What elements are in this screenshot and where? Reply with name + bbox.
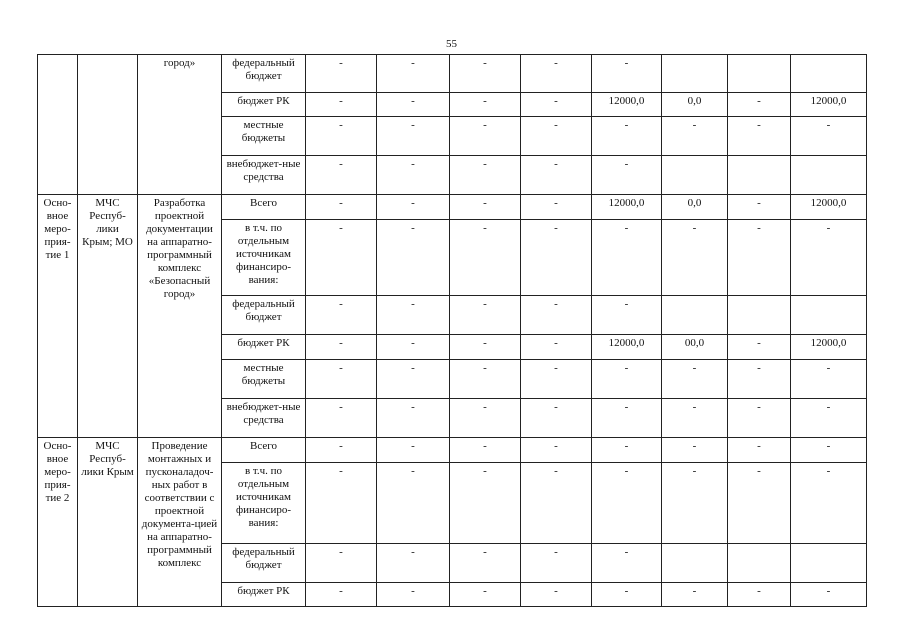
funding-source-cell: бюджет РК [222, 583, 306, 607]
value-cell: - [592, 463, 662, 544]
value-cell [662, 156, 728, 195]
value-cell: - [377, 117, 450, 156]
measure-number-cell [38, 55, 78, 195]
value-cell: - [377, 55, 450, 93]
funding-source-cell: внебюджет-ные средства [222, 156, 306, 195]
value-cell: 12000,0 [791, 93, 867, 117]
value-cell: - [377, 296, 450, 335]
value-cell: 0,0 [662, 195, 728, 220]
value-cell: - [728, 93, 791, 117]
value-cell: - [728, 399, 791, 438]
value-cell: - [791, 583, 867, 607]
measure-name-cell: Разработка проектной документации на аппаратно-программный комплекс «Безопасный город» [138, 195, 222, 438]
value-cell: - [450, 399, 521, 438]
value-cell [728, 156, 791, 195]
value-cell: - [791, 399, 867, 438]
value-cell [728, 55, 791, 93]
value-cell: - [728, 117, 791, 156]
value-cell [662, 296, 728, 335]
value-cell: - [791, 463, 867, 544]
table-row [38, 195, 867, 220]
value-cell: - [521, 360, 592, 399]
value-cell: - [728, 220, 791, 296]
value-cell: - [662, 360, 728, 399]
value-cell: - [662, 117, 728, 156]
value-cell: - [728, 360, 791, 399]
executor-cell: МЧС Респуб-лики Крым [78, 438, 138, 607]
value-cell: - [377, 195, 450, 220]
value-cell: - [592, 296, 662, 335]
value-cell: - [662, 399, 728, 438]
value-cell: - [306, 156, 377, 195]
value-cell: - [592, 360, 662, 399]
funding-source-cell: местные бюджеты [222, 360, 306, 399]
value-cell: - [521, 583, 592, 607]
value-cell: - [450, 55, 521, 93]
value-cell: - [728, 195, 791, 220]
value-cell: - [306, 544, 377, 583]
value-cell: - [377, 335, 450, 360]
value-cell: - [450, 117, 521, 156]
value-cell: - [728, 583, 791, 607]
value-cell [728, 296, 791, 335]
value-cell: - [450, 544, 521, 583]
value-cell: 12000,0 [592, 195, 662, 220]
value-cell: - [728, 335, 791, 360]
funding-source-cell: федеральный бюджет [222, 544, 306, 583]
value-cell: - [377, 583, 450, 607]
value-cell: - [306, 399, 377, 438]
value-cell: - [306, 583, 377, 607]
value-cell [791, 156, 867, 195]
funding-source-cell: в т.ч. по отдельным источникам финансиро-вания: [222, 463, 306, 544]
value-cell: - [306, 360, 377, 399]
value-cell: - [377, 93, 450, 117]
value-cell: - [450, 463, 521, 544]
funding-source-cell: бюджет РК [222, 93, 306, 117]
funding-table [37, 54, 867, 607]
value-cell: - [662, 438, 728, 463]
table-row [38, 55, 867, 93]
value-cell: - [306, 438, 377, 463]
value-cell: - [377, 360, 450, 399]
value-cell: - [450, 220, 521, 296]
value-cell: - [450, 156, 521, 195]
value-cell: - [521, 156, 592, 195]
value-cell [791, 544, 867, 583]
funding-source-cell: Всего [222, 438, 306, 463]
value-cell: - [791, 220, 867, 296]
value-cell: - [450, 335, 521, 360]
page-number: 55 [446, 38, 457, 50]
value-cell: 12000,0 [791, 195, 867, 220]
value-cell: - [521, 438, 592, 463]
value-cell: - [306, 93, 377, 117]
value-cell: - [377, 399, 450, 438]
funding-source-cell: федеральный бюджет [222, 55, 306, 93]
funding-source-cell: в т.ч. по отдельным источникам финансиро-вания: [222, 220, 306, 296]
value-cell: - [306, 335, 377, 360]
value-cell: - [521, 399, 592, 438]
value-cell: - [521, 195, 592, 220]
measure-name-cell: город» [138, 55, 222, 195]
value-cell: 0,0 [662, 93, 728, 117]
value-cell: - [306, 55, 377, 93]
value-cell: - [592, 156, 662, 195]
value-cell: - [521, 463, 592, 544]
value-cell: - [377, 220, 450, 296]
funding-source-cell: местные бюджеты [222, 117, 306, 156]
value-cell: - [521, 296, 592, 335]
value-cell: - [592, 220, 662, 296]
measure-name-cell: Проведение монтажных и пусконаладоч-ных работ в соответствии с проектной документа-цией на аппаратно-программный комплекс [138, 438, 222, 607]
table-row [38, 438, 867, 463]
value-cell: - [521, 544, 592, 583]
value-cell: - [592, 438, 662, 463]
value-cell: - [728, 463, 791, 544]
value-cell: - [450, 195, 521, 220]
funding-source-cell: внебюджет-ные средства [222, 399, 306, 438]
value-cell: 12000,0 [791, 335, 867, 360]
value-cell: - [450, 438, 521, 463]
value-cell: - [377, 438, 450, 463]
value-cell: - [450, 93, 521, 117]
value-cell: - [592, 583, 662, 607]
value-cell: - [662, 220, 728, 296]
value-cell: 00,0 [662, 335, 728, 360]
value-cell: - [728, 438, 791, 463]
value-cell: - [306, 195, 377, 220]
funding-source-cell: Всего [222, 195, 306, 220]
value-cell: - [662, 583, 728, 607]
value-cell: - [521, 93, 592, 117]
value-cell [791, 296, 867, 335]
value-cell: - [791, 117, 867, 156]
value-cell: - [592, 399, 662, 438]
value-cell: - [450, 360, 521, 399]
funding-source-cell: федеральный бюджет [222, 296, 306, 335]
value-cell: - [306, 117, 377, 156]
funding-source-cell: бюджет РК [222, 335, 306, 360]
value-cell: - [306, 296, 377, 335]
value-cell [791, 55, 867, 93]
value-cell: - [450, 583, 521, 607]
value-cell: 12000,0 [592, 93, 662, 117]
value-cell: - [306, 463, 377, 544]
value-cell: - [377, 156, 450, 195]
value-cell: - [521, 220, 592, 296]
value-cell: - [377, 463, 450, 544]
value-cell: 12000,0 [592, 335, 662, 360]
executor-cell [78, 55, 138, 195]
measure-number-cell: Осно-вное меро-прия-тие 1 [38, 195, 78, 438]
measure-number-cell: Осно-вное меро-прия-тие 2 [38, 438, 78, 607]
value-cell: - [791, 438, 867, 463]
value-cell: - [521, 335, 592, 360]
value-cell: - [592, 55, 662, 93]
value-cell: - [791, 360, 867, 399]
value-cell: - [592, 117, 662, 156]
value-cell: - [521, 117, 592, 156]
value-cell: - [450, 296, 521, 335]
value-cell: - [592, 544, 662, 583]
value-cell [728, 544, 791, 583]
value-cell: - [662, 463, 728, 544]
value-cell: - [377, 544, 450, 583]
value-cell: - [521, 55, 592, 93]
executor-cell: МЧС Респуб-лики Крым; МО [78, 195, 138, 438]
value-cell [662, 544, 728, 583]
value-cell: - [306, 220, 377, 296]
value-cell [662, 55, 728, 93]
